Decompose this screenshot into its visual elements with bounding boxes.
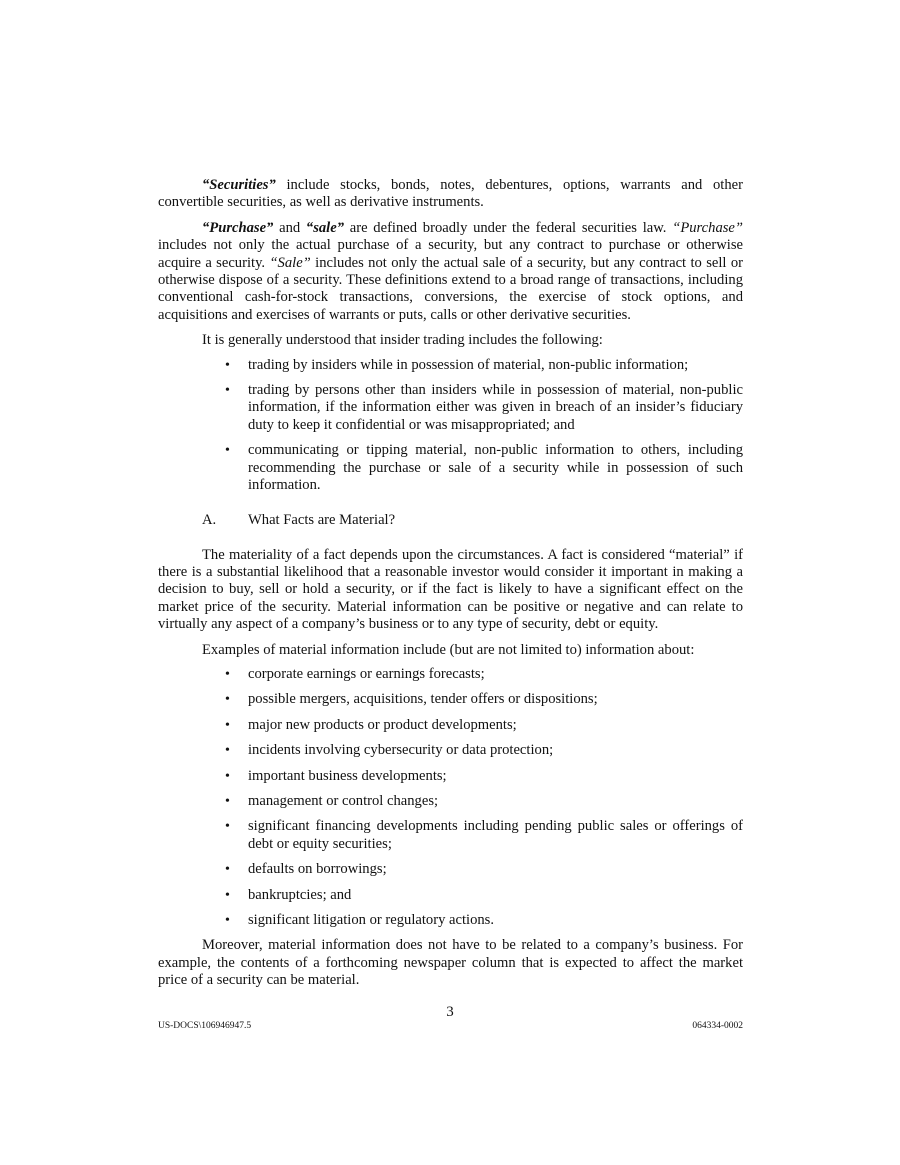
paragraph-securities — [158, 177, 743, 212]
list-item-text: major new products or product developments; — [248, 716, 517, 733]
section-number: A. — [202, 511, 217, 528]
list-item — [158, 912, 743, 929]
list-item — [158, 768, 743, 785]
paragraph-purchase-sale — [158, 220, 743, 324]
paragraph-examples-intro: Examples of material information include (but are not limited to) information about: — [202, 641, 695, 658]
list-item — [158, 357, 743, 374]
list-item-text: management or control changes; — [248, 792, 439, 809]
paragraph-text: and — [273, 219, 306, 236]
page-number: 3 — [446, 1004, 454, 1020]
list-item-text: possible mergers, acquisitions, tender offers or dispositions; — [248, 691, 598, 708]
paragraph-materiality: The materiality of a fact depends upon the circumstances. A fact is considered “material” if there is a substantial likelihood that a reasonable investor would consider it important in making a decision to buy, sell or hold a security, or if the fact is likely to have a significant effect on the market price of the security. Material information can be positive or negative and can relate to virtually any aspect of a company’s business or to any type of security, debt or equity. — [158, 546, 743, 633]
bullet-icon: • — [225, 887, 230, 903]
document-id: US-DOCS\106946947.5 — [158, 1021, 252, 1031]
list-item — [158, 382, 743, 434]
list-item — [158, 742, 743, 759]
paragraph-text: includes not only the actual purchase of a security, but any contract to purchase or otherwise acquire a security. — [158, 237, 743, 271]
list-item-text: significant financing developments including pending public sales or offerings of debt or equity securities; — [248, 818, 743, 852]
bullet-icon: • — [225, 717, 230, 733]
defined-term: “Purchase” — [672, 219, 744, 236]
list-item — [158, 861, 743, 878]
list-item — [158, 793, 743, 810]
list-item — [158, 887, 743, 904]
paragraph-insider-trading-intro: It is generally understood that insider trading includes the following: — [202, 332, 603, 349]
bullet-icon: • — [225, 743, 230, 759]
bullet-icon: • — [225, 793, 230, 809]
bullet-icon: • — [225, 692, 230, 708]
bullet-icon: • — [225, 768, 230, 784]
page-body — [158, 177, 743, 990]
bullet-icon: • — [225, 666, 230, 682]
section-heading — [158, 512, 743, 530]
list-item — [158, 717, 743, 734]
paragraph-text: includes not only the actual sale of a security, but any contract to sell or otherwise dispose of a security. These definitions extend to a broad range of transactions, including conventional cash-for-stock transactions, conversions, the exercise of stock options, and acquisitions and exercises of warrants or puts, calls or other derivative securities. — [158, 254, 743, 323]
list-item — [158, 442, 743, 494]
insider-trading-list — [158, 357, 743, 495]
defined-term: “Sale” — [269, 254, 311, 271]
list-item-text: important business developments; — [248, 767, 447, 784]
list-item — [158, 691, 743, 708]
bullet-icon: • — [225, 819, 230, 835]
list-item-text: incidents involving cybersecurity or data protection; — [248, 742, 554, 759]
section-title: What Facts are Material? — [248, 511, 396, 528]
bullet-icon: • — [225, 443, 230, 459]
material-information-list — [158, 666, 743, 929]
list-item-text: significant litigation or regulatory actions. — [248, 912, 495, 928]
paragraph-text: are defined broadly under the federal securities law. — [344, 219, 673, 236]
list-item-text: defaults on borrowings; — [248, 861, 387, 878]
defined-term: “Securities” — [202, 177, 276, 193]
bullet-icon: • — [225, 862, 230, 878]
paragraph-text: include stocks, bonds, notes, debentures, options, warrants and other convertible securities, as well as derivative instruments. — [158, 177, 743, 211]
list-item — [158, 818, 743, 853]
list-item-text: bankruptcies; and — [248, 886, 352, 903]
bullet-icon: • — [225, 383, 230, 399]
matter-number: 064334-0002 — [692, 1021, 743, 1031]
list-item-text: trading by persons other than insiders while in possession of material, non-public information, if the information either was given in breach of an insider’s fiduciary duty to keep it confidential or was misappropriated; and — [248, 382, 743, 433]
bullet-icon: • — [225, 357, 230, 373]
list-item-text: trading by insiders while in possession of material, non-public information; — [248, 356, 689, 373]
bullet-icon: • — [225, 913, 230, 928]
list-item-text: communicating or tipping material, non-public information to others, including recommending the purchase or sale of a security while in possession of such information. — [248, 442, 743, 494]
defined-term: “sale” — [305, 219, 345, 236]
paragraph-moreover: Moreover, material information does not have to be related to a company’s business. For example, the contents of a forthcoming newspaper column that is expected to affect the market price of a security can be material. — [158, 937, 743, 989]
list-item — [158, 666, 743, 683]
defined-term: “Purchase” — [202, 219, 274, 236]
list-item-text: corporate earnings or earnings forecasts; — [248, 665, 485, 682]
